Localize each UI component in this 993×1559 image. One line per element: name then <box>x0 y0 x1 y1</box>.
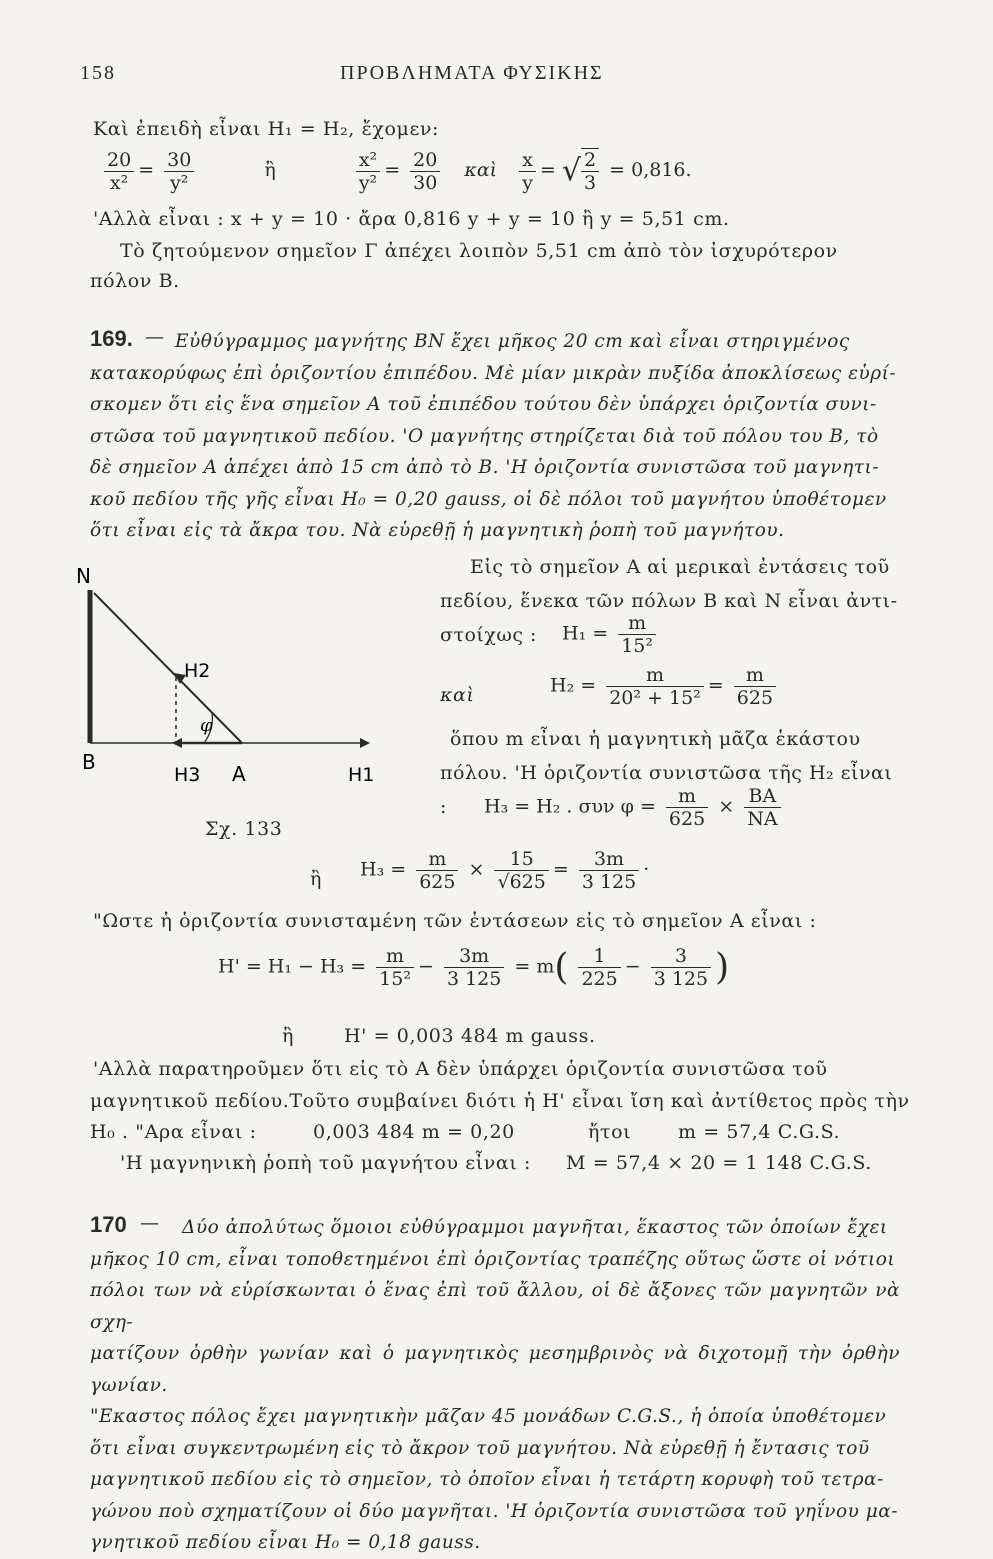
sqrt-icon: √ <box>561 153 582 189</box>
fraction: $\frac{2}{3}$ <box>581 148 599 194</box>
text-line: στῶσα τοῦ μαγνητικοῦ πεδίου. 'Ο μαγνήτης στηρίζεται διὰ τοῦ πόλου του Β, τὸ <box>90 425 879 447</box>
problem-dash: — <box>140 1212 160 1234</box>
observation-line: 'Αλλὰ παρατηροῦμεν ὅτι εἰς τὸ Α δὲν ὑπάρχει ὁριζοντία συνιστῶσα τοῦ <box>93 1058 828 1080</box>
intro-line: Καὶ ἐπειδὴ εἶναι H₁ = H₂, ἔχομεν: <box>93 118 440 140</box>
moment-line-result: M = 57,4 × 20 = 1 148 C.G.S. <box>566 1152 872 1174</box>
fraction: $\frac{30}{\text{y²}}$ <box>164 149 194 194</box>
mass-line-ie: ἤτοι <box>588 1121 632 1143</box>
text-line: "Εκαστος πόλος ἔχει μαγνητικὴν μᾶζαν 45 μονάδων C.G.S., ἡ ὁποία ὑποθέτομεν <box>90 1406 887 1427</box>
equation-h3: H₃ = H₂ . συν φ = $\frac{m}{625}$ × $\frac{BA}{NA}$ <box>484 785 785 830</box>
equation-h3b: H₃ = $\frac{m}{625}$ × $\frac{15}{√625}$ = $\frac{3m}{3 125}$ · <box>360 848 650 893</box>
text-line: γώνου ποὺ σχηματίζουν οἱ δύο μαγνῆται. 'Η ὁριζοντία συνιστῶσα τοῦ γηΐνου μα- <box>90 1500 898 1522</box>
page-number: 158 <box>80 62 116 84</box>
label-h2: H2 <box>184 660 211 682</box>
label-n: N <box>76 564 91 588</box>
solution-intro <box>440 550 900 652</box>
figure-caption: Σχ. 133 <box>205 818 283 840</box>
label-h1: H1 <box>348 764 375 786</box>
text-line: γνητικοῦ πεδίου εἶναι H₀ = 0,18 gauss. <box>90 1532 481 1553</box>
observation-line-2: μαγνητικοῦ πεδίου.Τοῦτο συμβαίνει διότι ἡ H' εἶναι ἴση καὶ ἀντίθετος πρὸς τὴν <box>90 1090 910 1112</box>
label-h3: H3 <box>174 764 201 786</box>
fraction: $\frac{\text{x²}}{\text{y²}}$ <box>356 149 380 194</box>
text-line: σκομεν ὅτι εἰς ἕνα σημεῖον Α τοῦ ἐπιπέδου τούτου δὲν ὑπάρχει ὁριζοντία συνι- <box>90 394 877 415</box>
fraction: $\frac{20}{\text{x²}}$ <box>104 149 134 194</box>
text-line: Εὐθύγραμμος μαγνήτης ΒΝ ἔχει μῆκος 20 cm καὶ εἶναι στηριγμένος <box>175 331 850 352</box>
label-a: A <box>232 762 246 786</box>
fraction: $\frac{x}{y}$ <box>519 149 536 194</box>
text-line: πεδίου, ἕνεκα τῶν πόλων Β καὶ Ν εἶναι ἀντι- <box>440 590 898 612</box>
label-b: B <box>82 750 96 774</box>
text-line: ματίζουν ὀρθὴν γωνίαν καὶ ὁ μαγνητικὸς μεσημβρινὸς νὰ διχοτομῇ τὴν ὀρθὴν γωνίαν. <box>90 1343 900 1396</box>
h-prime-value: H' = 0,003 484 m gauss. <box>344 1025 596 1047</box>
text-line: δὲ σημεῖον Α ἀπέχει ἀπὸ 15 cm ἀπὸ τὸ Β. 'Η ὁριζοντία συνιστῶσα τοῦ μαγνητι- <box>90 457 879 478</box>
text-line: πόλου. 'Η ὁριζοντία συνιστῶσα τῆς H₂ εἶναι : <box>440 762 893 818</box>
text-line: κοῦ πεδίου τῆς γῆς εἶναι H₀ = 0,20 gauss, οἱ δὲ πόλοι τοῦ μαγνήτου ὑποθέτομεν <box>90 488 887 510</box>
text-line: Δύο ἀπολύτως ὅμοιοι εὐθύγραμμοι μαγνῆται, ἕκαστος τῶν ὁποίων ἔχει <box>182 1217 888 1238</box>
problem-169-text <box>90 326 900 547</box>
and-word: καὶ <box>464 159 498 181</box>
mass-line-label: H₀ . "Αρα εἶναι : <box>90 1121 257 1143</box>
text-line: ὅτι εἶναι συγκεντρωμένη εἰς τὸ ἄκρον τοῦ μαγνήτου. Νὰ εὑρεθῇ ἡ ἔντασις τοῦ <box>90 1437 870 1459</box>
line-n-a <box>94 593 242 743</box>
ratio-result: = 0,816. <box>609 159 692 181</box>
running-title: ΠΡΟΒΛΗΜΑΤΑ ΦΥΣΙΚΗΣ <box>340 62 604 84</box>
problem-number-169: 169. <box>90 326 133 351</box>
mass-line-eq: 0,003 484 m = 0,20 <box>313 1121 515 1143</box>
mass-line-result: m = 57,4 C.G.S. <box>678 1121 841 1143</box>
equation-h2: H₂ = $\frac{m}{\text{20² + 15²}}$ = $\frac{m}{625}$ <box>550 664 780 709</box>
equation-ratio: $\frac{20}{\text{x²}}$ = $\frac{30}{\text{y²}}$ ἢ $\frac{\text{x²}}{\text{y²}}$ = $\frac{20}{30}$ καὶ $\frac{x}{y}$ = √ $\frac{2}{3}$ = 0,816. <box>100 148 692 194</box>
label-phi: φ <box>200 715 213 736</box>
and-word: καὶ <box>440 684 475 706</box>
text-line: κατακορύφως ἐπὶ ὁριζοντίου ἐπιπέδου. Μὲ μίαν μικρὰν πυξίδα ἀποκλίσεως εὑρί- <box>90 362 897 384</box>
equation-h-prime: H' = H₁ − H₃ = $\frac{m}{\text{15²}}$ − $\frac{3m}{3 125}$ = m( $\frac{1}{225}$ − $\frac{3}{3 125}$ ) <box>218 945 730 990</box>
conclusion-line: Τὸ ζητούμενον σημεῖον Γ ἀπέχει λοιπὸν 5,51 cm ἀπὸ τὸν ἰσχυρότερον <box>120 240 838 262</box>
or-word: ἢ <box>282 1025 294 1047</box>
problem-170-text <box>90 1212 900 1559</box>
or-word: ἢ <box>310 868 322 890</box>
problem-number-170: 170 <box>90 1212 127 1237</box>
equation-h1: H₁ = $\frac{m}{\text{15²}}$ <box>562 612 660 657</box>
problem-dash: — <box>145 326 165 348</box>
text-line: μαγνητικοῦ πεδίου εἰς τὸ σημεῖον, τὸ ὁποῖον εἶναι ἡ τετάρτη κορυφὴ τοῦ τετρα- <box>90 1469 884 1490</box>
text-line: ὅτι εἶναι εἰς τὰ ἄκρα του. Νὰ εὑρεθῇ ἡ μαγνητικὴ ῥοπὴ τοῦ μαγνήτου. <box>90 520 785 541</box>
conclusion-line-2: πόλον Β. <box>90 270 180 292</box>
text-line: Εἰς τὸ σημεῖον Α αἱ μερικαὶ ἐντάσεις τοῦ <box>470 556 890 578</box>
fraction: $\frac{20}{30}$ <box>410 149 440 194</box>
arrow-h1 <box>360 738 370 748</box>
arrow-h3 <box>172 738 182 748</box>
text-line: μῆκος 10 cm, εἶναι τοποθετημένοι ἐπὶ ὁριζοντίας τραπέζης οὕτως ὥστε οἱ νότιοι <box>90 1248 896 1270</box>
result-line: "Ωστε ἡ ὁριζοντία συνισταμένη τῶν ἐντάσεων εἰς τὸ σημεῖον Α εἶναι : <box>93 910 817 932</box>
text-line: ὅπου m εἶναι ἡ μαγνητικὴ μᾶζα ἑκάστου <box>450 728 861 750</box>
moment-line-label: 'Η μαγνηνικὴ ῥοπὴ τοῦ μαγνήτου εἶναι : <box>120 1152 532 1174</box>
text-line: πόλοι των νὰ εὑρίσκωνται ὁ ἕνας ἐπὶ τοῦ ἄλλου, οἱ δὲ ἄξονες τῶν μαγνητῶν νὰ σχη- <box>90 1280 900 1333</box>
figure-133 <box>70 555 390 805</box>
text-line: στοίχως : <box>440 624 537 646</box>
sum-line: 'Αλλὰ εἶναι : x + y = 10 · ἄρα 0,816 y + y = 10 ἢ y = 5,51 cm. <box>93 208 730 230</box>
or-word: ἢ <box>264 159 276 181</box>
